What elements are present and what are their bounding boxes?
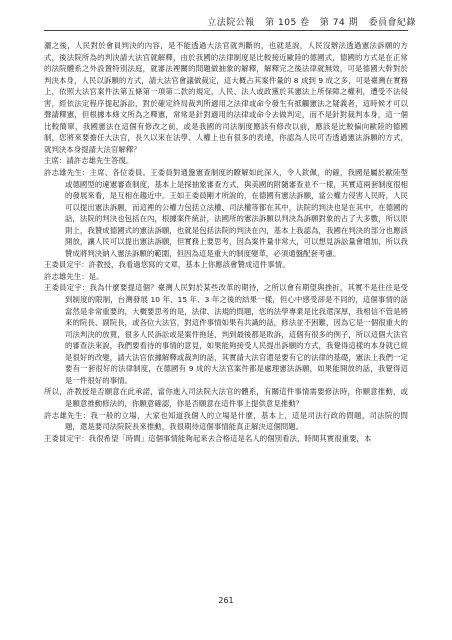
section-name: 委員會紀錄 (368, 18, 416, 28)
paragraph: 許志雄先生：是。 (44, 271, 104, 281)
paragraph: 王委員定宇：我為什麼要提這個？臺灣人民對於某些改革的期待，之所以會有期望與挫折，其實不是往往是受到制度的限制，台灣發展 10 年、15 年、3 年之後的結果一樣，但心中感受卻是不同的，這個事情的話當然是非常重要的，大概要思考的是，法律、法規的問題，您的法學專業是比我還深厚，我相信不管是將來的院長、副院長，或各位大法官，對這件事情如果有共識的話，修法並不困難，因為它是一個很重大的司法判決的放寬，很多人民訴訟或是案件拖延，判到最後都是敗訴，這個有很多的例子，所以這個大法官的審查法來說，我們要看待的事情的意見，如果能夠接受人民提出訴願的方式，我覺得這樣的本身就已經是很好的改變，請大法官依據解釋或裁判的話，其實請大法官還是要有它的法律的基礎，憲法上我們一定要有一套很好的法律制度，在德國有 9 成的大法官案件都是處理憲法訴願，如果能開放的話，我覺得這是一件很好的事情。 (44, 283, 408, 385)
volume-number: 第 105 卷 (265, 18, 310, 28)
paragraph: 灑之後，人民對於會員判決的內容，是不能透過大法官就判斷的，也就是說，人民沒辦法透過憲法訴願的方式，後法院所為的判決請大法官就解釋，由於我國的法律制度是比較接近歐陸的德國式，德國的方式是在正常的法院體系之外設置特別法庭，就審法裡關的問題做抽象的解釋，解釋完之後法律就無效，可是德國大幹對於判決本身，人民以訴願的方式，請大法官會議做裁定，這大概占其案件量的 8 成到 9 成之多，可是臺灣在實務上，依照大法官案件法第五條第一項第二款的規定，人民、法人或政黨於其憲法上所保障之權利，遭受不法侵害，經依法定程序提起訴訟，對於確定終局裁判所適用之法律或命令發生有抵觸憲法之疑義者，這時候才可以聲請釋憲，但根據本條文所為之釋憲，常常是針對適用的法律或命令去做判定，而不是針對裁判本身，這一個比較簡單，我國憲法在這個有修改之前，或是我國的司法制度應該有修改以前，應該是比較偏向歐陸的德國制，您將來要擔任大法官，長久以來在法學、人權上也有很多的表達，你認為人民可否透過憲法訴願的方式，就判決本身提請大法官解釋？ (44, 41, 408, 154)
paragraph: 所以，許教授是否願意在此承諾，當你進入司法院大法官的體系，有關這件事情需要修法時，你願意推動，或是願意推動修法的，你願意確認，你是否願意在這件事上提供意見推動？ (44, 387, 408, 408)
paragraph: 王委員定宇：許教授，我看過您寫的文章，基本上你應該會贊成這件事情。 (44, 260, 290, 270)
publication-name: 立法院公報 (207, 18, 255, 28)
running-header (0, 15, 416, 28)
paragraph: 許志雄先生：主席、各位委員。王委員對通盤憲查制度的瞭解如此深入，令人欽佩，的確，我國是屬於歐陸型或德國型的違憲審查制度，基本上是採抽象審查方式，與美國的附隨審查並不一樣，其實這兩套制度很相的發展來看，是互相在趨近中。王如王委員剛才所說的，在德國有憲法訴願，當公權力侵害人民時，人民可以提出憲法訴願，而這裡的公權力包括立法權、司法權等都在其中，法院的判決也是在其中，在德國的話，法院的判決也包括在內，根據案件統計，法國所的憲法訴願以判決為訴願對象的占了大多數，所以原則上，我贊成德國式的憲法訴願，也就是包括法院的判決在內，基本上我認為，我國在判決的部分也應該開放，讓人民可以提出憲法訴願，但實務上要思考，因為案件量非常大，可以想見訴訟量會增加，所以我贊成將判決納入憲法訴願的範圍，但因為這是重大的制度變革，必須通盤配套考慮。 (44, 168, 408, 258)
issue-number: 第 74 期 (319, 18, 359, 28)
paragraph: 主席：請許志雄先生答復。 (44, 156, 134, 166)
paragraph: 許志雄先生：我一般的立場，大家也知道我個人的立場是什麼，基本上，這是司法行政的問題，司法院的問題，還是要司法院院長來推動，我很期待這個事情能真正解決這個問題。 (44, 410, 408, 432)
header-rule (44, 30, 408, 31)
paragraph: 王委員定宇：我很希望「時間」這個事情能夠起來去合格這是名人的個別看法，時間其實很重要，本 (44, 433, 372, 443)
page-number: 261 (218, 596, 234, 605)
transcript-body (44, 40, 408, 444)
